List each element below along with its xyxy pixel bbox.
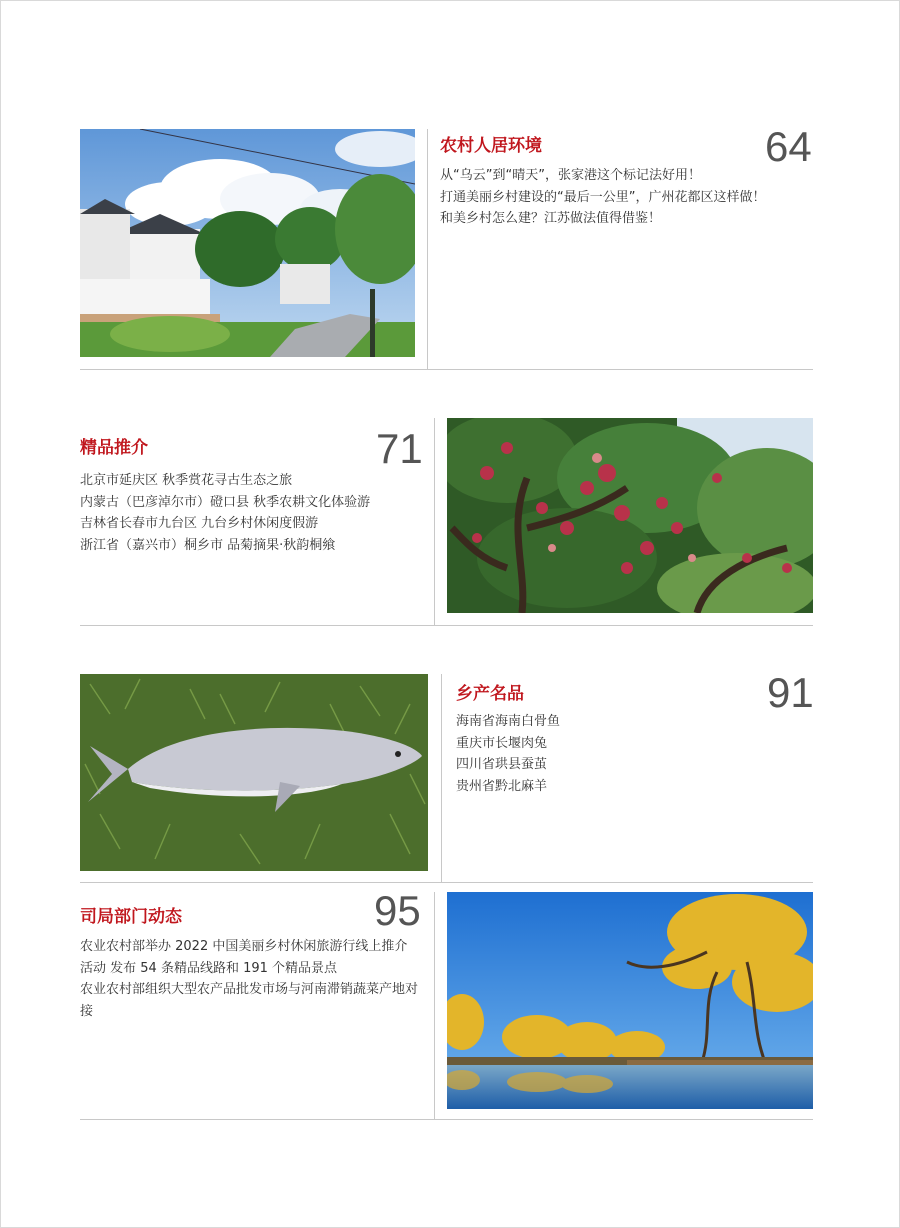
article-item[interactable]: 海南省海南白骨鱼 [456,714,561,729]
section-title[interactable]: 精品推介 [80,438,148,458]
article-list [80,470,425,556]
article-item[interactable]: 农业农村部组织大型农产品批发市场与河南滞销蔬菜产地对接 [80,982,419,1019]
article-item[interactable]: 重庆市长堰肉兔 [456,735,548,751]
article-item[interactable]: 贵州省黔北麻羊 [456,778,548,794]
article-list [440,165,812,230]
catfish-photo [80,674,428,871]
page-number[interactable]: 71 [376,425,423,472]
column-divider [434,418,435,625]
article-item[interactable]: 从“乌云”到“晴天”，张家港这个标记法好用！ [440,168,701,183]
poplar-lake-photo [447,892,813,1109]
section-title[interactable]: 农村人居环境 [440,136,542,156]
article-item[interactable]: 农业农村部举办 2022 中国美丽乡村休闲旅游行线上推介活动 发布 54 条精品线路和 191 个精品景点 [80,939,408,976]
apple-tree-photo [447,418,813,613]
article-item[interactable]: 内蒙古（巴彦淖尔市）磴口县 秋季农耕文化体验游 [80,494,371,510]
section-title[interactable]: 司局部门动态 [80,907,182,927]
article-item[interactable]: 四川省珙县蚕茧 [456,757,548,772]
article-item[interactable]: 和美乡村怎么建？江苏做法值得借鉴！ [440,211,662,226]
section-rule [80,625,813,626]
section-rule [80,882,813,883]
section-rule [80,369,813,370]
article-item[interactable]: 浙江省（嘉兴市）桐乡市 品菊摘果·秋韵桐飨 [80,537,336,553]
article-list [456,711,806,797]
article-item[interactable]: 北京市延庆区 秋季赏花寻古生态之旅 [80,473,293,488]
page-number[interactable]: 91 [767,669,814,716]
column-divider [434,892,435,1119]
page-number[interactable]: 64 [765,123,812,170]
village-photo [80,129,415,357]
section-rule [80,1119,813,1120]
section-title[interactable]: 乡产名品 [456,684,524,704]
article-list [80,936,420,1022]
column-divider [441,674,442,882]
page-number[interactable]: 95 [374,887,421,934]
column-divider [427,129,428,369]
article-item[interactable]: 打通美丽乡村建设的“最后一公里”，广州花都区这样做！ [440,189,766,205]
article-item[interactable]: 吉林省长春市九台区 九台乡村休闲度假游 [80,516,319,531]
